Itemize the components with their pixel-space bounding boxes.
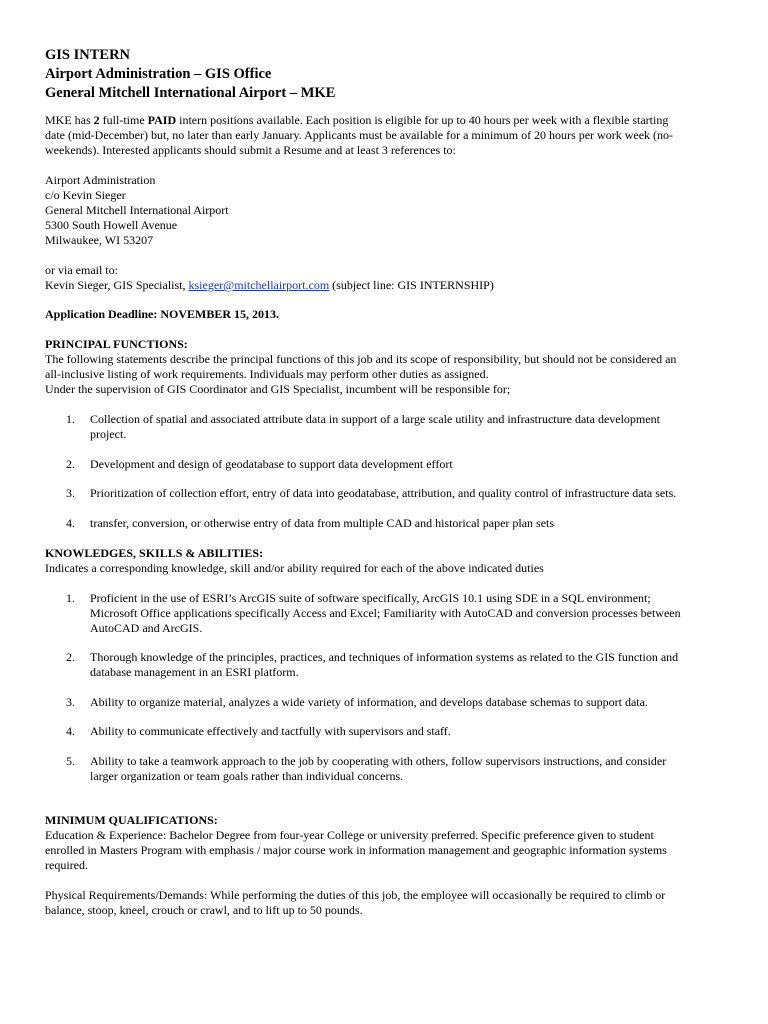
subject-line: (subject line: GIS INTERNSHIP) xyxy=(332,278,494,292)
list-item: larger organization or team goals rather than individual concerns. xyxy=(90,769,404,783)
email-line xyxy=(45,278,494,293)
education-text: Education & Experience: Bachelor Degree from four-year College or university preferred. Specific preference given to student xyxy=(45,828,654,842)
intro-text: MKE has xyxy=(45,113,91,127)
list-item: Collection of spatial and associated attribute data in support of a large scale utility and infrastructure data development xyxy=(90,412,660,426)
list-number: 5. xyxy=(66,754,75,768)
list-item: Prioritization of collection effort, entry of data into geodatabase, attribution, and quality control of infrastructure data sets. xyxy=(90,486,677,500)
intro-text: full-time xyxy=(102,113,145,127)
position-count: 2 xyxy=(93,113,100,127)
intro-line-1 xyxy=(45,113,668,128)
principal-text: all-inclusive listing of work requirements. Individuals may perform other duties as assigned. xyxy=(45,367,489,381)
physical-requirements-text: balance, stoop, kneel, crouch or crawl, and to lift up to 50 pounds. xyxy=(45,903,363,917)
address-line: c/o Kevin Sieger xyxy=(45,188,126,202)
education-text: required. xyxy=(45,858,88,872)
intro-line-2: date (mid-December) but, no later than early January. Applicants must be available for a minimum of 20 hours per work week (no- xyxy=(45,128,674,142)
list-number: 2. xyxy=(66,650,75,664)
ksa-intro: Indicates a corresponding knowledge, skill and/or ability required for each of the above indicated duties xyxy=(45,561,544,575)
principal-functions-heading: PRINCIPAL FUNCTIONS: xyxy=(45,337,188,351)
list-item: Proficient in the use of ESRI’s ArcGIS suite of software specifically, ArcGIS 10.1 using SDE in a SQL environment; xyxy=(90,591,651,605)
contact-name: Kevin Sieger, GIS Specialist, xyxy=(45,278,186,292)
list-item: Ability to take a teamwork approach to the job by cooperating with others, follow supervisors instructions, and consider xyxy=(90,754,667,768)
address-line: Airport Administration xyxy=(45,173,156,187)
education-text: enrolled in Masters Program with emphasis / major course work in information management and geographic information systems xyxy=(45,843,667,857)
list-number: 3. xyxy=(66,486,75,500)
list-number: 1. xyxy=(66,591,75,605)
address-line: General Mitchell International Airport xyxy=(45,203,229,217)
paid-emphasis: PAID xyxy=(147,113,177,127)
list-item: project. xyxy=(90,427,127,441)
intro-line-3: weekends). Interested applicants should submit a Resume and at least 3 references to: xyxy=(45,143,456,157)
list-item: Ability to communicate effectively and tactfully with supervisors and staff. xyxy=(90,724,451,738)
airport-heading: General Mitchell International Airport – MKE xyxy=(45,85,336,101)
application-deadline: Application Deadline: NOVEMBER 15, 2013. xyxy=(45,307,280,321)
list-number: 4. xyxy=(66,724,75,738)
principal-text: Under the supervision of GIS Coordinator and GIS Specialist, incumbent will be responsible for; xyxy=(45,382,511,396)
list-number: 3. xyxy=(66,695,75,709)
department-heading: Airport Administration – GIS Office xyxy=(45,66,272,82)
list-item: Microsoft Office applications specifically Access and Excel; Familiarity with AutoCAD and conversion processes between xyxy=(90,606,681,620)
minimum-qualifications-heading: MINIMUM QUALIFICATIONS: xyxy=(45,813,218,827)
list-item: Thorough knowledge of the principles, practices, and techniques of information systems as related to the GIS function and xyxy=(90,650,679,664)
job-title: GIS INTERN xyxy=(45,47,131,63)
email-intro: or via email to: xyxy=(45,263,118,277)
address-line: Milwaukee, WI 53207 xyxy=(45,233,154,247)
principal-text: The following statements describe the principal functions of this job and its scope of responsibility, but should not be considered an xyxy=(45,352,677,366)
address-line: 5300 South Howell Avenue xyxy=(45,218,178,232)
list-item: Development and design of geodatabase to support data development effort xyxy=(90,457,453,471)
list-item: Ability to organize material, analyzes a wide variety of information, and develops database schemas to support data. xyxy=(90,695,648,709)
list-number: 2. xyxy=(66,457,75,471)
list-number: 1. xyxy=(66,412,75,426)
ksa-heading: KNOWLEDGES, SKILLS & ABILITIES: xyxy=(45,546,264,560)
list-item: database management in an ESRI platform. xyxy=(90,665,299,679)
physical-requirements-text: Physical Requirements/Demands: While performing the duties of this job, the employee will occasionally be required to climb or xyxy=(45,888,666,902)
intro-text: intern positions available. Each position is eligible for up to 40 hours per week with a flexible starting xyxy=(179,113,669,127)
email-link[interactable]: ksieger@mitchellairport.com xyxy=(188,278,330,292)
list-item: transfer, conversion, or otherwise entry of data from multiple CAD and historical paper plan sets xyxy=(90,516,555,530)
list-item: AutoCAD and ArcGIS. xyxy=(90,621,203,635)
list-number: 4. xyxy=(66,516,75,530)
